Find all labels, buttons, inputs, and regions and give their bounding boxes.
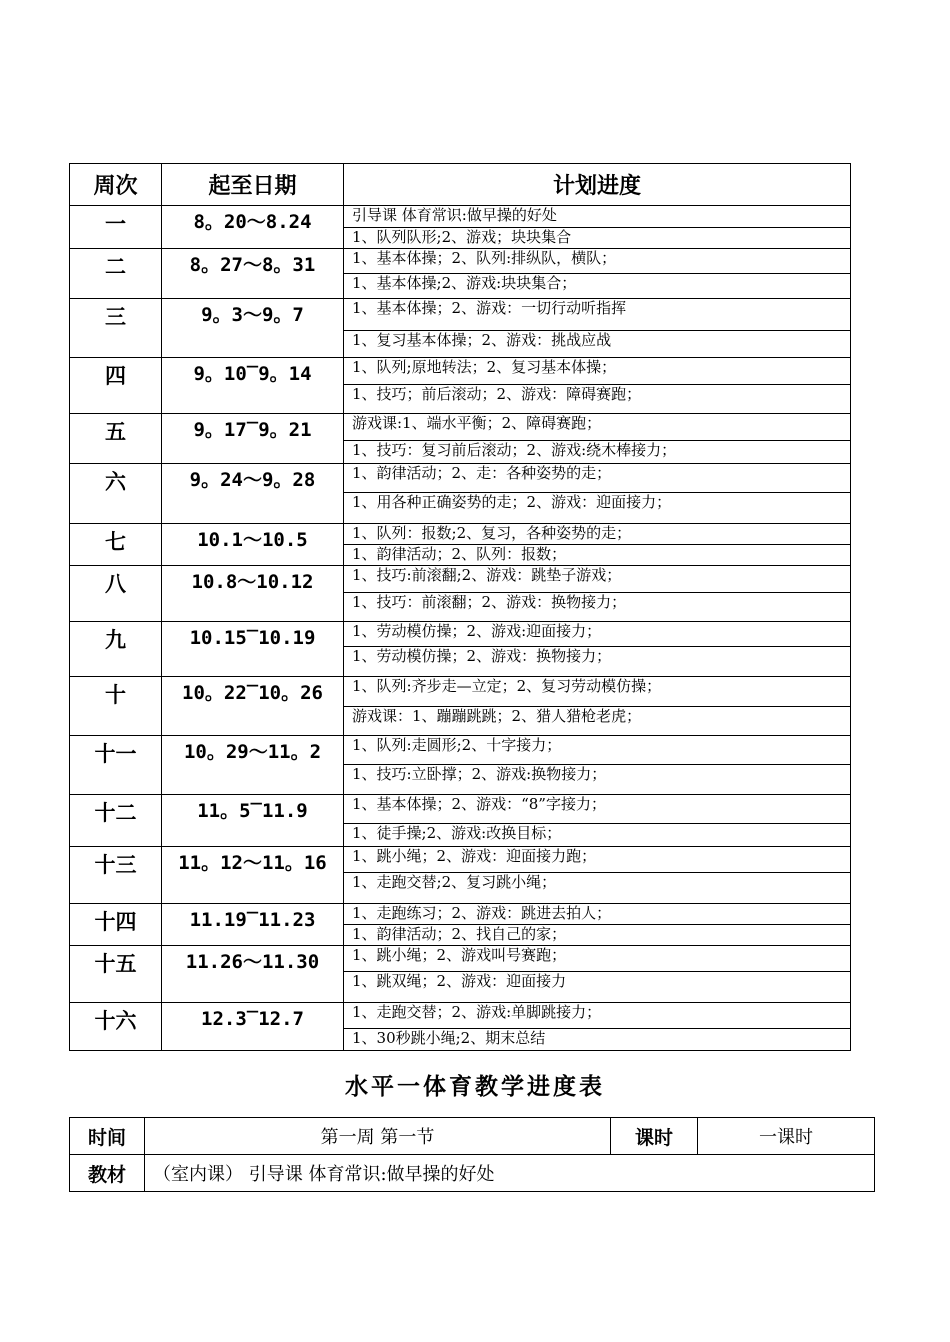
dates-cell: 11.26～11.30 [162,946,344,1003]
time-label: 时间 [70,1118,145,1155]
lesson-info-table [69,1117,875,1192]
week-cell: 八 [70,566,162,622]
schedule-row [70,736,851,765]
plan-cell: 1、队列队形;2、游戏；块块集合 [344,228,851,249]
dates-cell: 8。27～8。31 [162,249,344,299]
plan-cell: 游戏课：1、蹦蹦跳跳；2、猎人猎枪老虎； [344,707,851,736]
plan-cell: 1、跳双绳；2、游戏：迎面接力 [344,972,851,1003]
plan-cell: 1、走跑练习；2、游戏：跳进去拍人； [344,904,851,925]
plan-cell: 1、劳动模仿操；2、游戏:迎面接力； [344,622,851,647]
schedule-row [70,299,851,331]
lesson-row-time [70,1118,875,1155]
week-cell: 五 [70,414,162,464]
week-cell: 九 [70,622,162,677]
hours-value: 一课时 [698,1118,875,1155]
plan-cell: 1、韵律活动；2、找自己的家； [344,925,851,946]
header-plan: 计划进度 [344,164,851,206]
week-cell: 十 [70,677,162,736]
plan-cell: 1、复习基本体操；2、游戏：挑战应战 [344,331,851,358]
schedule-row [70,1003,851,1029]
plan-cell: 1、用各种正确姿势的走；2、游戏：迎面接力； [344,493,851,524]
dates-cell: 10。22‾10。26 [162,677,344,736]
schedule-row [70,566,851,593]
dates-cell: 10.1～10.5 [162,524,344,566]
dates-cell: 10。29～11。2 [162,736,344,795]
header-dates: 起至日期 [162,164,344,206]
week-cell: 六 [70,464,162,524]
schedule-row [70,904,851,925]
plan-cell: 1、队列:走圆形;2、十字接力； [344,736,851,765]
schedule-row [70,358,851,385]
schedule-row [70,946,851,972]
plan-cell: 游戏课:1、端水平衡；2、障碍赛跑； [344,414,851,441]
plan-cell: 1、韵律活动；2、走：各种姿势的走； [344,464,851,493]
teaching-schedule-table [69,163,851,1051]
schedule-header-row [70,164,851,206]
dates-cell: 8。20～8.24 [162,206,344,249]
schedule-row [70,622,851,647]
plan-cell: 1、基本体操；2、游戏：一切行动听指挥 [344,299,851,331]
schedule-row [70,677,851,707]
plan-cell: 1、徒手操;2、游戏:改换目标； [344,824,851,847]
week-cell: 十四 [70,904,162,946]
plan-cell: 引导课 体育常识:做早操的好处 [344,206,851,228]
dates-cell: 10.8～10.12 [162,566,344,622]
schedule-row [70,464,851,493]
plan-cell: 1、队列:齐步走—立定；2、复习劳动模仿操； [344,677,851,707]
schedule-row [70,524,851,545]
schedule-row [70,847,851,873]
dates-cell: 11.19‾11.23 [162,904,344,946]
week-cell: 二 [70,249,162,299]
week-cell: 十三 [70,847,162,904]
plan-cell: 1、劳动模仿操；2、游戏：换物接力； [344,647,851,677]
week-cell: 十六 [70,1003,162,1051]
dates-cell: 10.15‾10.19 [162,622,344,677]
plan-cell: 1、技巧:立卧撑；2、游戏:换物接力； [344,765,851,795]
schedule-row [70,414,851,441]
plan-cell: 1、技巧:前滚翻;2、游戏：跳垫子游戏； [344,566,851,593]
hours-label: 课时 [611,1118,698,1155]
plan-cell: 1、跳小绳；2、游戏：迎面接力跑； [344,847,851,873]
dates-cell: 9。17‾9。21 [162,414,344,464]
plan-cell: 1、基本体操；2、队列:排纵队，横队； [344,249,851,274]
time-value: 第一周 第一节 [145,1118,611,1155]
plan-cell: 1、队列：报数;2、复习，各种姿势的走； [344,524,851,545]
material-label: 教材 [70,1155,145,1192]
dates-cell: 9。10‾9。14 [162,358,344,414]
plan-cell: 1、跳小绳；2、游戏叫号赛跑； [344,946,851,972]
plan-cell: 1、30秒跳小绳;2、期末总结 [344,1029,851,1051]
plan-cell: 1、技巧：前滚翻；2、游戏：换物接力； [344,593,851,622]
plan-cell: 1、走跑交替;2、复习跳小绳； [344,873,851,904]
plan-cell: 1、韵律活动；2、队列：报数； [344,545,851,566]
week-cell: 十五 [70,946,162,1003]
week-cell: 四 [70,358,162,414]
schedule-row [70,206,851,228]
plan-cell: 1、队列;原地转法；2、复习基本体操； [344,358,851,385]
schedule-row [70,795,851,824]
plan-cell: 1、基本体操；2、游戏：“8”字接力； [344,795,851,824]
lesson-plan-title: 水平一体育教学进度表 [345,1073,605,1100]
dates-cell: 11。12～11。16 [162,847,344,904]
week-cell: 十二 [70,795,162,847]
week-cell: 七 [70,524,162,566]
week-cell: 十一 [70,736,162,795]
header-week: 周次 [70,164,162,206]
week-cell: 三 [70,299,162,358]
dates-cell: 11。5‾11.9 [162,795,344,847]
lesson-row-material [70,1155,875,1192]
schedule-row [70,249,851,274]
dates-cell: 9。24～9。28 [162,464,344,524]
plan-cell: 1、技巧：复习前后滚动；2、游戏:绕木棒接力； [344,441,851,464]
plan-cell: 1、基本体操;2、游戏:块块集合； [344,274,851,299]
week-cell: 一 [70,206,162,249]
plan-cell: 1、走跑交替；2、游戏:单脚跳接力； [344,1003,851,1029]
plan-cell: 1、技巧；前后滚动；2、游戏：障碍赛跑； [344,385,851,414]
dates-cell: 12.3‾12.7 [162,1003,344,1051]
dates-cell: 9。3～9。7 [162,299,344,358]
material-value: （室内课） 引导课 体育常识:做早操的好处 [145,1155,875,1192]
